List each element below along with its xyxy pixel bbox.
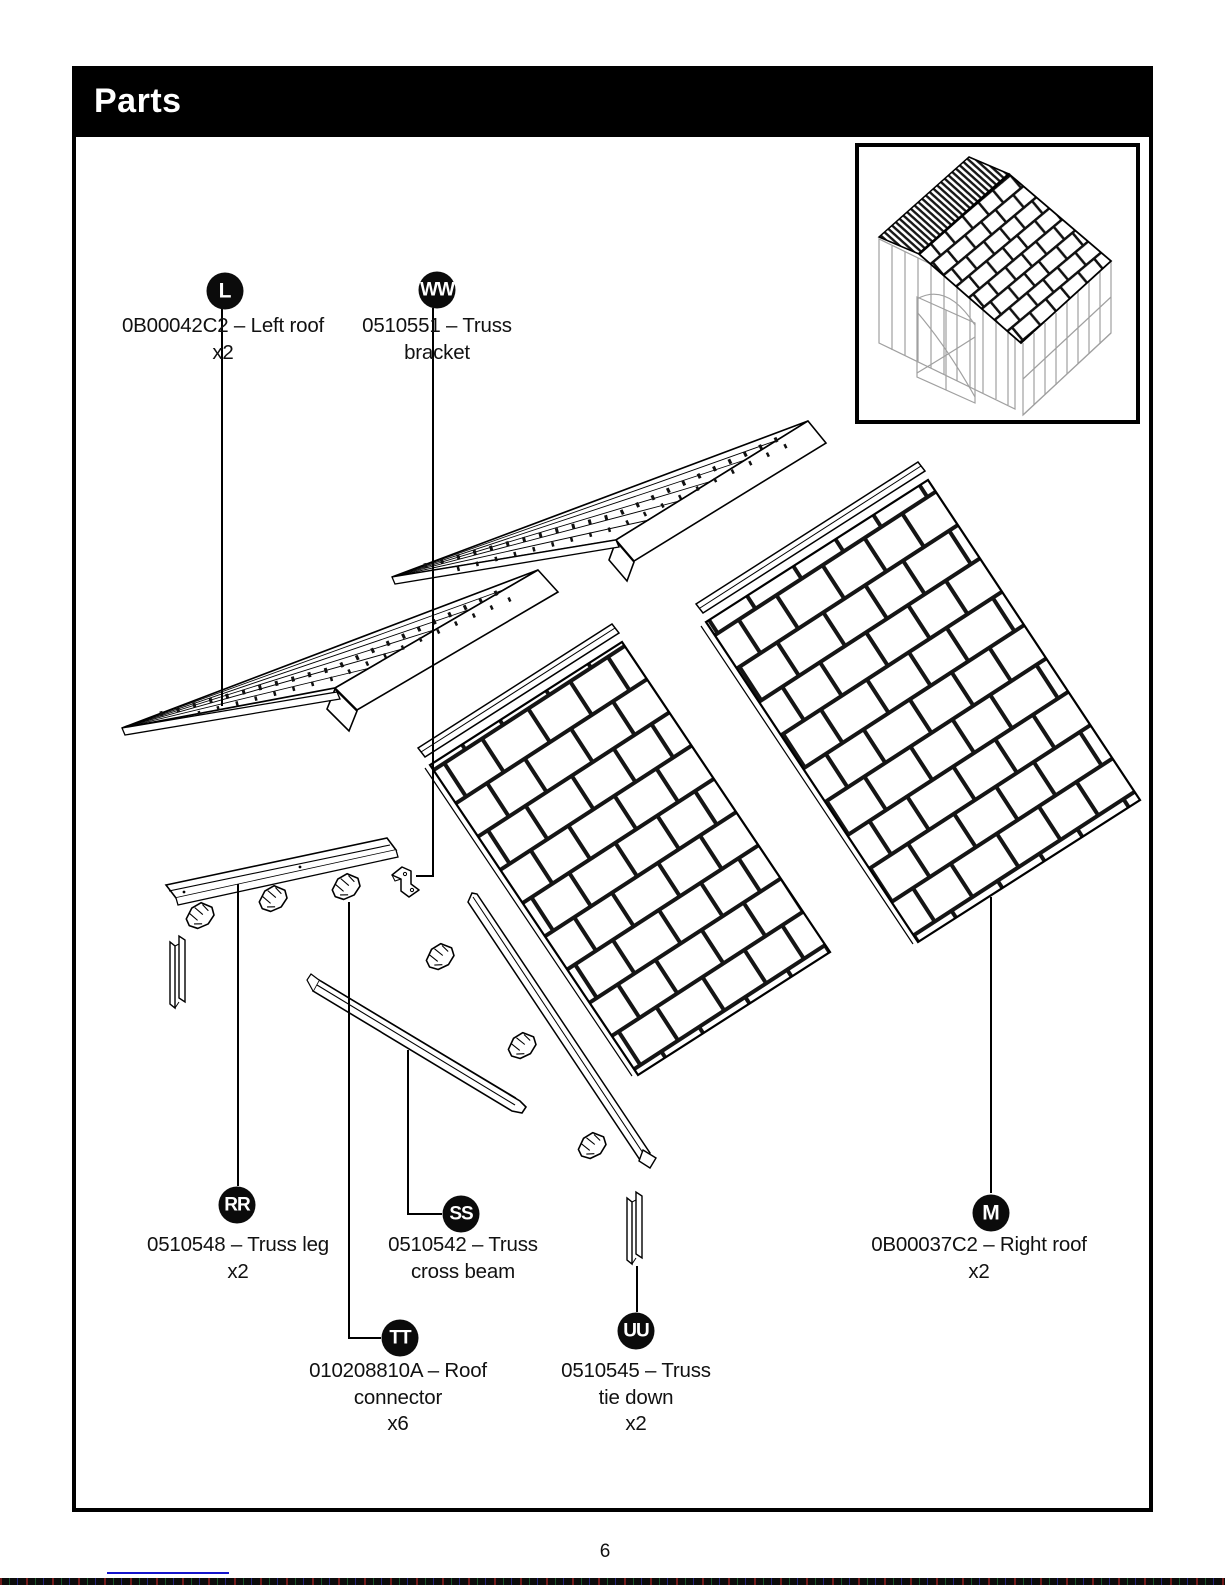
badge-M: M bbox=[973, 1195, 1010, 1232]
truss-tie-down-1 bbox=[170, 936, 185, 1008]
badge-TT: TT bbox=[382, 1320, 419, 1357]
page-title: Parts bbox=[94, 82, 182, 120]
badge-WW: WW bbox=[419, 272, 456, 309]
label-truss-leg: 0510548 – Truss leg x2 bbox=[147, 1233, 329, 1283]
header-bar bbox=[72, 66, 1153, 137]
label-left-roof: 0B00042C2 – Left roof x2 bbox=[121, 314, 325, 364]
roof-connector-5 bbox=[506, 1031, 538, 1060]
label-truss-cross-beam: 0510542 – Truss cross beam bbox=[388, 1233, 538, 1283]
roof-connector-4 bbox=[424, 942, 456, 971]
label-truss-tie-down: 0510545 – Truss tie down x2 bbox=[561, 1359, 711, 1435]
shed-overview-frame bbox=[855, 143, 1140, 424]
roof-connector-1 bbox=[184, 901, 215, 930]
label-roof-connector: 010208810A – Roof connector x6 bbox=[309, 1359, 487, 1435]
leader-TT bbox=[349, 902, 381, 1338]
roof-connector-2 bbox=[257, 884, 288, 913]
roof-connector-6 bbox=[576, 1131, 608, 1160]
left-roof-panel-upper bbox=[392, 421, 826, 584]
truss-tie-down-2 bbox=[627, 1192, 642, 1264]
label-right-roof: 0B00037C2 – Right roof x2 bbox=[871, 1233, 1087, 1283]
badge-UU: UU bbox=[618, 1313, 655, 1350]
truss-bracket bbox=[392, 867, 419, 897]
badge-SS: SS bbox=[443, 1196, 480, 1233]
page-number: 6 bbox=[599, 1541, 611, 1562]
leader-SS bbox=[408, 1050, 442, 1214]
scan-artifact-blue-line bbox=[107, 1572, 229, 1574]
badge-L: L bbox=[207, 273, 244, 310]
roof-connector-3 bbox=[330, 872, 361, 901]
scan-artifact-noise-strip bbox=[0, 1578, 1225, 1585]
badge-RR: RR bbox=[219, 1187, 256, 1224]
label-truss-bracket: 0510551 – Truss bracket bbox=[362, 314, 512, 364]
truss-cross-beam bbox=[307, 974, 526, 1113]
leader-WW bbox=[416, 308, 433, 876]
